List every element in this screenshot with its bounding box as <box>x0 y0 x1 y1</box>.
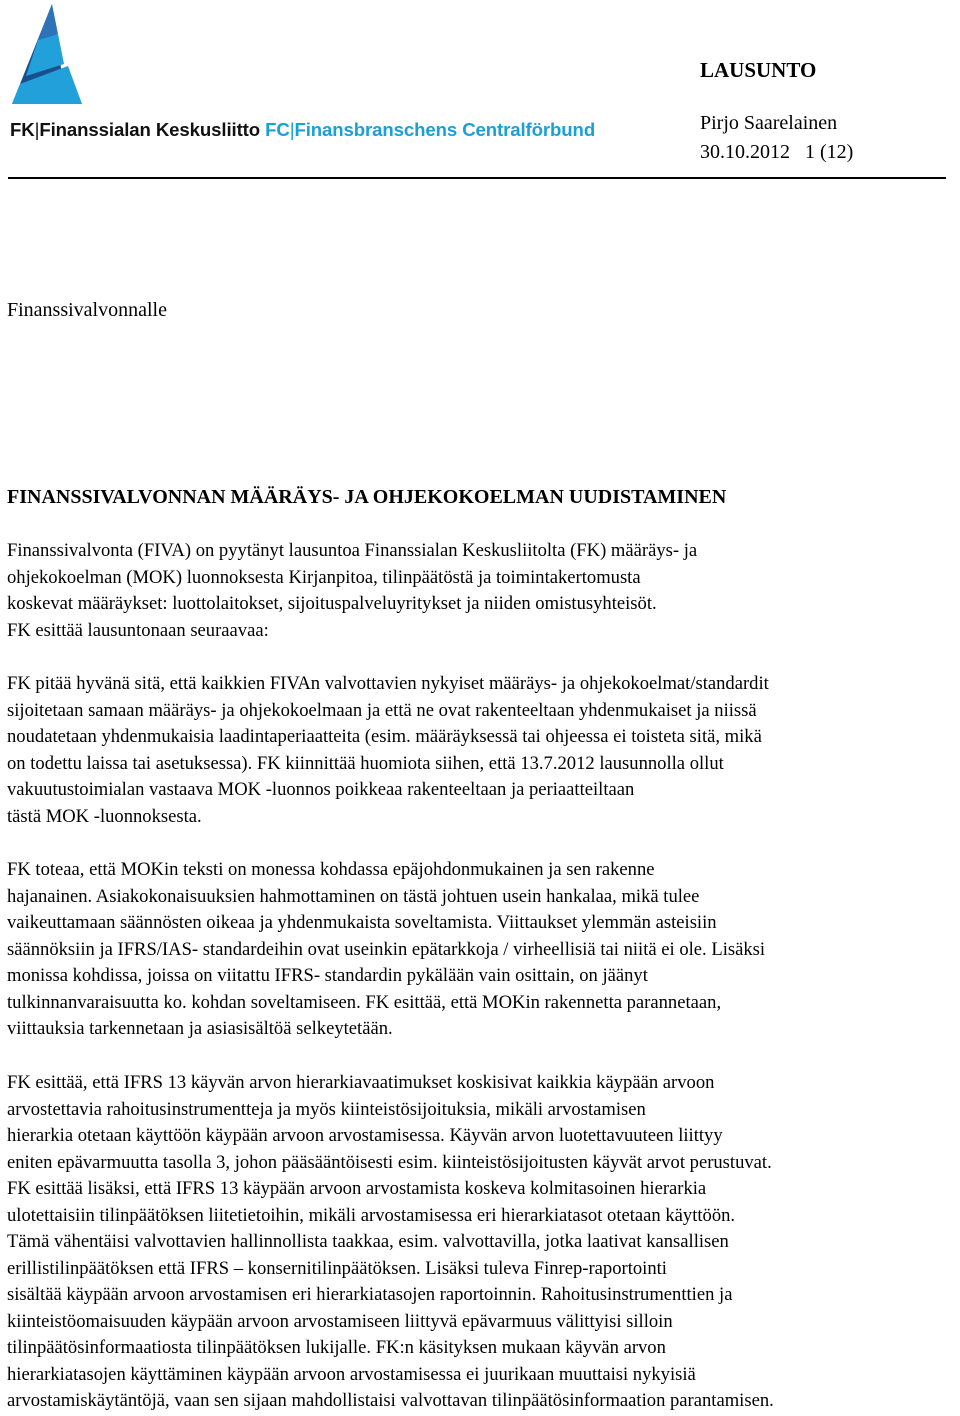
logo-highlight-icon <box>38 4 58 40</box>
paragraph-2 <box>7 857 959 1043</box>
logo-fk-abbr: FK <box>10 119 35 140</box>
text-line: tilinpäätösinformaatiosta tilinpäätöksen lukijalle. FK:n käsityksen mukaan käyvän arvon <box>7 1337 666 1358</box>
text-line: sisältää käypään arvoon arvostamisen eri hierarkiatasojen raportoinnin. Rahoitusinstrumenttien ja <box>7 1284 733 1305</box>
text-line: arvostettavia rahoitusinstrumentteja ja myös kiinteistösijoituksia, mikäli arvostamisen <box>7 1098 646 1120</box>
logo-fc-name: Finansbranschens Centralförbund <box>294 119 596 140</box>
text-line: eniten epävarmuutta tasolla 3, johon pääsääntöisesti esim. kiinteistösijoitusten käyvät arvot perustuvat. <box>7 1151 772 1173</box>
logo <box>4 2 596 142</box>
text-line: säännöksiin ja IFRS/IAS- standardeihin ovat useinkin epätarkkoja / virheellisiä tai niitä ei ole. Lisäksi <box>7 938 766 960</box>
text-line: FK toteaa, että MOKin teksti on monessa kohdassa epäjohdonmukainen ja sen rakenne <box>7 859 655 880</box>
author-name: Pirjo Saarelainen <box>700 112 838 134</box>
text-line: ulotettaisiin tilinpäätöksen liitetietoihin, mikäli arvostamisessa eri hierarkiatasot otetaan käyttöön. <box>7 1204 736 1226</box>
text-line: FK esittää lisäksi, että IFRS 13 käypään arvoon arvostamista koskeva kolmitasoinen hierarkia <box>7 1178 707 1199</box>
logo-fc-abbr: FC <box>265 119 290 140</box>
paragraph-intro <box>7 538 959 644</box>
logo-fk-name: Finanssialan Keskusliitto <box>39 119 261 140</box>
text-line: FK pitää hyvänä sitä, että kaikkien FIVAn valvottavien nykyiset määräys- ja ohjekokoelmat/standardit <box>7 673 769 694</box>
text-line: hierarkiatasojen käyttäminen käypään arvoon arvostamisessa ei juurikaan muuttaisi nykyisiä <box>7 1363 696 1385</box>
text-line: Finanssivalvonta (FIVA) on pyytänyt lausuntoa Finanssialan Keskusliitolta (FK) määräys- ja <box>7 540 698 561</box>
text-line: FK esittää lausuntonaan seuraavaa: <box>7 619 269 641</box>
date-and-page: 30.10.2012 1 (12) <box>700 141 854 163</box>
text-line: kiinteistöomaisuuden käypään arvoon arvostamiseen liittyvä epävarmuus välittyisi silloin <box>7 1310 673 1332</box>
paragraph-3 <box>7 1070 959 1415</box>
text-line: on todettu laissa tai asetuksessa). FK kiinnittää huomiota siihen, että 13.7.2012 lausunnolla ollut <box>7 752 724 774</box>
text-line: hierarkia otetaan käyttöön käypään arvoon arvostamisessa. Käyvän arvon luotettavuuteen liittyy <box>7 1125 723 1146</box>
text-line: tästä MOK -luonnoksesta. <box>7 805 202 827</box>
text-line: vakuutustoimialan vastaava MOK -luonnos poikkeaa rakenteeltaan ja periaatteiltaan <box>7 779 635 800</box>
text-line: viittauksia tarkennetaan ja asiasisältöä selkeytetään. <box>7 1018 393 1039</box>
document-type: LAUSUNTO <box>700 58 817 82</box>
text-line: hajanainen. Asiakokonaisuuksien hahmottaminen on tästä johtuen usein hankalaa, mikä tulee <box>7 885 700 907</box>
paragraph-1 <box>7 671 959 830</box>
text-line: tulkinnanvaraisuutta ko. kohdan soveltamiseen. FK esittää, että MOKin rakennetta parannetaan, <box>7 991 722 1013</box>
fk-logo-mark-icon <box>8 4 84 110</box>
text-line: sijoitetaan samaan määräys- ja ohjekokoelmaan ja että ne ovat rakenteeltaan yhdenmukaiset ja niissä <box>7 699 757 721</box>
text-line: noudatetaan yhdenmukaisia laadintaperiaatteita (esim. määräyksessä tai ohjeessa ei toisteta sitä, mikä <box>7 726 762 747</box>
recipient: Finanssivalvonnalle <box>7 299 167 321</box>
text-line: erillistilinpäätöksen että IFRS – konsernitilinpäätöksen. Lisäksi tuleva Finrep-raportointi <box>7 1257 667 1279</box>
logo-wordmark: FK|Finanssialan Keskusliitto FC|Finansbranschens Centralförbund <box>10 119 596 140</box>
header-divider <box>8 177 946 179</box>
text-line: Tämä vähentäisi valvottavien hallinnollista taakkaa, esim. valvottavilla, jotka laativat kansallisen <box>7 1231 729 1252</box>
text-line: koskevat määräykset: luottolaitokset, sijoituspalveluyritykset ja niiden omistusyhteisöt. <box>7 593 657 614</box>
text-line: vaikeuttamaan säännösten oikeaa ja yhdenmukaista soveltamista. Viittaukset ylemmän asteisiin <box>7 912 717 933</box>
text-line: arvostamiskäytäntöjä, vaan sen sijaan mahdollistaisi valvottavan tilinpäätösinformaation parantamisen. <box>7 1390 774 1411</box>
text-line: FK esittää, että IFRS 13 käyvän arvon hierarkiavaatimukset koskisivat kaikkia käypään arvoon <box>7 1072 715 1093</box>
text-line: monissa kohdissa, joissa on viitattu IFRS- standardin pykälään vain osittain, on jäänyt <box>7 965 648 986</box>
text-line: ohjekokoelman (MOK) luonnoksesta Kirjanpitoa, tilinpäätöstä ja toimintakertomusta <box>7 566 641 588</box>
document-title: FINANSSIVALVONNAN MÄÄRÄYS- JA OHJEKOKOELMAN UUDISTAMINEN <box>7 486 727 508</box>
